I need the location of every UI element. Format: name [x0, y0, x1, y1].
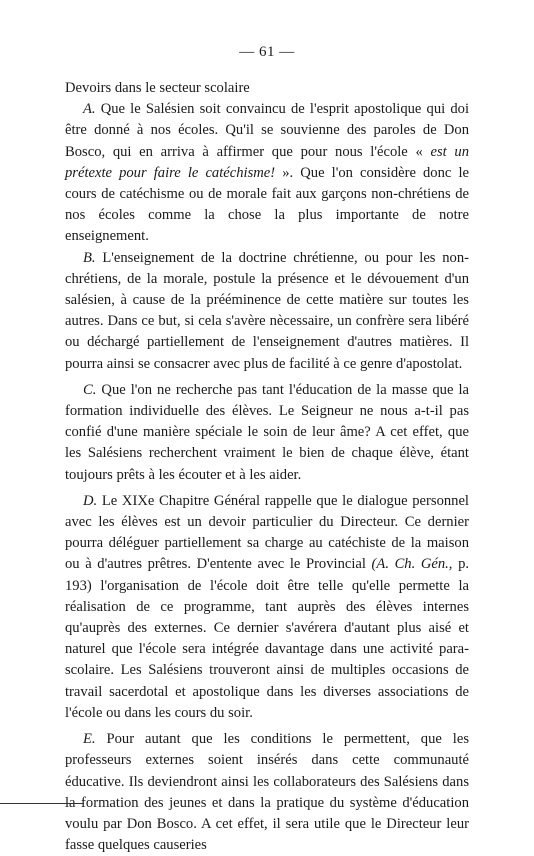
paragraph-text: p. 193) l'organisation de l'école doit être telle qu'elle permette la réalisation de ce programme, tant auprès des élèves internes qu'auprès des externes. Ce dernier s'avérera d'autant plus aisé et naturel que l'école sera intégrée davantage dans une activité para-scolaire. Les Salésiens trouveront ainsi de multiples occasions de travail sacerdotal et apostolique dans les diverses associations de l'école ou dans les cours du soir.	[65, 556, 470, 721]
page-number: — 61 —	[239, 44, 295, 60]
paragraph-c	[65, 380, 469, 486]
body-text	[65, 78, 469, 856]
paragraph-letter: A.	[83, 101, 96, 118]
paragraph-text: L'enseignement de la doctrine chrétienne, ou pour les non-chrétiens, de la morale, postule la présence et le dévouement d'un salésien, à cause de la prééminence de cette matière sur toutes les autres. Dans ce but, si cela s'avère nècessaire, un confrère sera libéré ou déchargé partiellement de l'enseignement d'autres matières. Il pourra ainsi se consacrer avec plus de facilité à ce genre d'apostolat.	[65, 249, 469, 372]
paragraph-e	[65, 729, 469, 856]
paragraph-letter: B.	[83, 249, 96, 266]
footnote-rule	[0, 803, 84, 804]
paragraph-letter: D.	[83, 492, 98, 509]
quote-text: est un prétexte pour faire le catéchisme!	[65, 143, 469, 181]
paragraph-text: Que le Salésien soit convaincu de l'esprit apostolique qui doi être donné à nos écoles. Qu'il se souvienne des paroles de Don Bosco, qui en arriva à affirmer que pour nous l'école «	[65, 101, 469, 160]
paragraph-text: Le XIXe Chapitre Général rappelle que le dialogue personnel avec les élèves est un devoir particulier du Directeur. Ce dernier pourra déléguer partiellement sa charge au catéchiste de la maison ou à d'autres prêtres. D'entente avec le Provincial	[65, 492, 469, 573]
paragraph-letter: E.	[83, 731, 96, 748]
paragraph-text: Pour autant que les conditions le permettent, que les professeurs externes soient insérés dans cette communauté éducative. Ils deviendront ainsi les collaborateurs des Salésiens dans la formation des jeunes et dans la pratique du système d'éducation voulu par Don Bosco. A cet effet, il sera utile que le Directeur leur fasse quelques causeries	[65, 731, 469, 854]
paragraph-text: ». Que l'on considère donc le cours de catéchisme ou de morale fait aux garçons non-chrétiens de nos écoles comme la chose la plus importante de notre enseignement.	[65, 164, 469, 245]
reference-citation: (A. Ch. Gén.,	[371, 556, 453, 573]
paragraph-letter: C.	[83, 381, 97, 398]
paragraph-d	[65, 491, 469, 724]
paragraph-b	[65, 248, 469, 375]
paragraph-a	[65, 99, 469, 247]
paragraph-text: Que l'on ne recherche pas tant l'éducation de la masse que la formation individuelle des élèves. Le Seigneur ne nous a-t-il pas confié d'une manière spéciale le soin de leur âme? A cet effet, que les Salésiens recherchent vraiment le bien de chaque élève, étant toujours prêts à les écouter et à les aider.	[65, 381, 469, 483]
section-heading: Devoirs dans le secteur scolaire	[65, 80, 250, 96]
